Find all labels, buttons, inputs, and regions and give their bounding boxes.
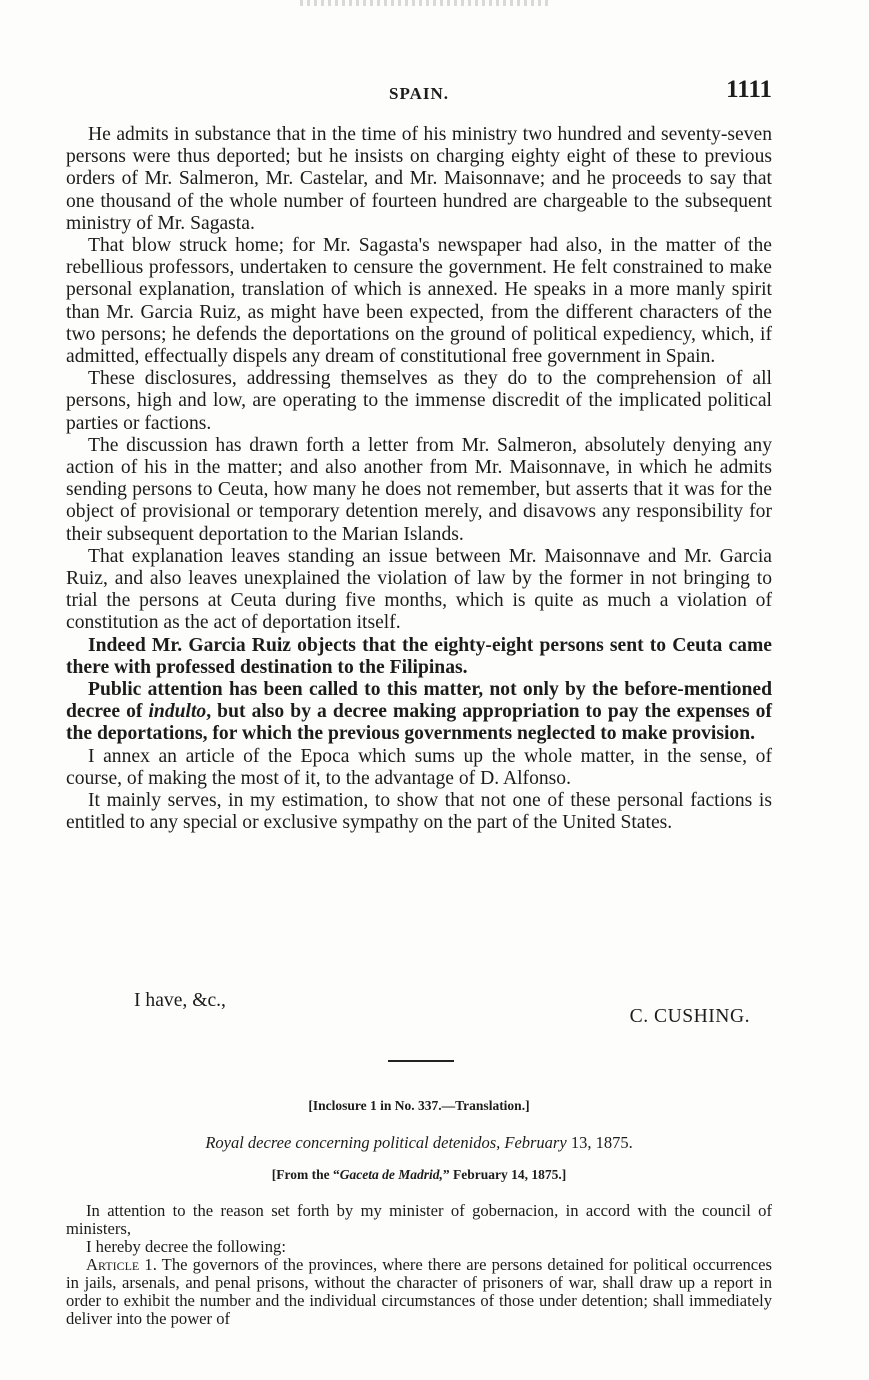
source-suffix: ” February 14, 1875.]: [442, 1167, 567, 1182]
paragraph: The discussion has drawn forth a letter from Mr. Salmeron, absolutely denying any action of his in the matter; and also another from Mr. Maisonnave, in which he admits sending persons to Ceuta, how many he does not remember, but asserts that it was for the object of provisional or temporary detention merely, and disavows any responsibility for their subsequent deportation to the Marian Islands.: [66, 434, 772, 545]
decree-title: [66, 1133, 772, 1153]
source-publication: Gaceta de Madrid,: [339, 1167, 443, 1182]
paragraph-segment: Public attention has been called to this matter, not only by the before-mentioned decree of: [66, 679, 772, 723]
signature: C. CUSHING.: [629, 1006, 750, 1027]
section-divider: [388, 1060, 454, 1062]
paragraph: That blow struck home; for Mr. Sagasta's newspaper had also, in the matter of the rebellious professors, undertaken to censure the government. He felt constrained to make personal explanation, translation of which is annexed. He speaks in a more manly spirit than Mr. Garcia Ruiz, as might have been expected, from the different characters of the two persons; he defends the deportations on the ground of political expediency, which, if admitted, effectually dispels any dream of constitutional free government in Spain.: [66, 235, 772, 368]
paragraph: That explanation leaves standing an issue between Mr. Maisonnave and Mr. Garcia Ruiz, and also leaves unexplained the violation of law by the former in not bringing to trial the persons at Ceuta during five months, which is quite as much a violation of constitution as the act of deportation itself.: [66, 545, 772, 634]
page-number: 1111: [726, 76, 772, 103]
decree-intro: In attention to the reason set forth by my minister of gobernacion, in accord with the council of ministers,: [66, 1201, 772, 1238]
paragraph-bold: Indeed Mr. Garcia Ruiz objects that the eighty-eight persons sent to Ceuta came there with professed destination to the Filipinas.: [66, 634, 772, 678]
paragraph-indulto: [66, 679, 772, 746]
decree-title-date: 13, 1875.: [566, 1133, 633, 1152]
paragraph: It mainly serves, in my estimation, to show that not one of these personal factions is entitled to any special or exclusive sympathy on the part of the United States.: [66, 790, 772, 834]
letter-closing: [66, 990, 772, 1034]
page-header: [66, 76, 772, 110]
italic-term: indulto: [148, 701, 207, 723]
closing-greeting: I have, &c.,: [134, 990, 226, 1011]
paragraph: He admits in substance that in the time of his ministry two hundred and seventy-seven persons were thus deported; but he insists on charging eighty eight of these to previous orders of Mr. Salmeron, Mr. Castelar, and Mr. Maisonnave; and he proceeds to say that one thousand of the whole number of fourteen hundred are chargeable to the subsequent ministry of Mr. Sagasta.: [66, 124, 772, 234]
decree-article: [66, 1256, 772, 1328]
scan-artifact: [300, 0, 550, 6]
paragraph: I annex an article of the Epoca which sums up the whole matter, in the sense, of course, of making the most of it, to the advantage of D. Alfonso.: [66, 745, 772, 789]
decree-line: I hereby decree the following:: [86, 1237, 286, 1256]
paragraph-segment: , but also by a decree making appropriation to pay the expenses of the deportations, for which the previous governments neglected to make provision.: [66, 701, 772, 745]
source-prefix: [From the “: [271, 1167, 340, 1182]
inclosure-caption: [Inclosure 1 in No. 337.—Translation.]: [308, 1098, 530, 1113]
article-text: 1. The governors of the provinces, where there are persons detained for political occurrences in jails, arsenals, and penal prisons, without the character of prisoners of war, shall draw up a report in order to exhibit the number and the individual circumstances of those under detention; shall immediately deliver into the power of: [66, 1255, 772, 1328]
decree-title-text: Royal decree concerning political detenidos, February: [205, 1133, 567, 1152]
paragraph: These disclosures, addressing themselves as they do to the comprehension of all persons, high and low, are operating to the immense discredit of the implicated political parties or factions.: [66, 368, 772, 434]
decree-body: [66, 1202, 772, 1328]
letter-body: [66, 124, 772, 835]
article-label: Article: [86, 1255, 140, 1274]
decree-source: [66, 1167, 772, 1183]
running-head: SPAIN.: [389, 84, 449, 103]
